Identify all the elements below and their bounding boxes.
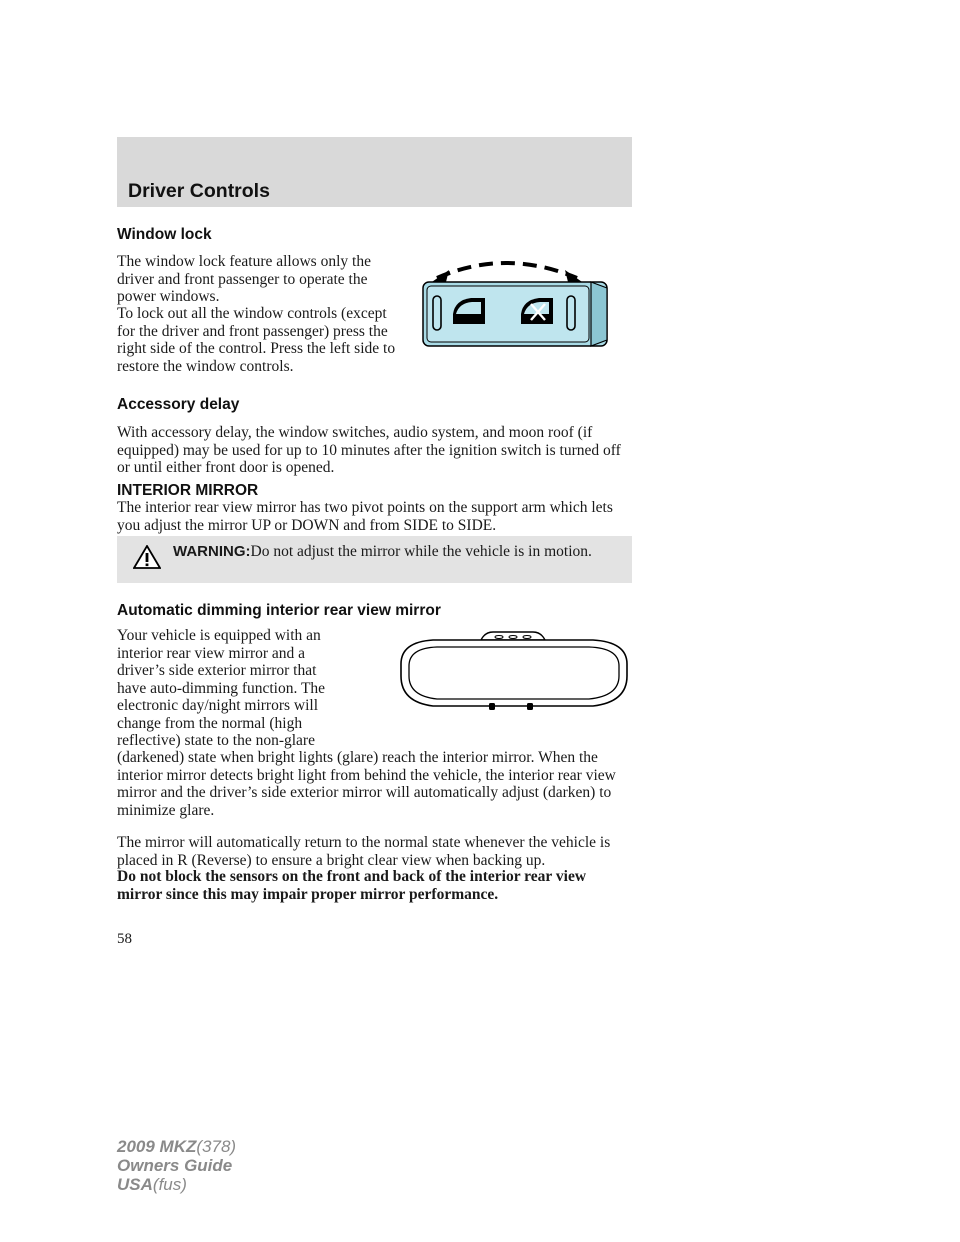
auto-dimming-line: Your vehicle is equipped with an [117,627,321,644]
footer-region: USA [117,1175,153,1194]
window-lock-para-2: To lock out all the window controls (except for the driver and front passenger) press the right side of the control. Press the left side to restore the window controls. [117,305,396,375]
heading-auto-dimming: Automatic dimming interior rear view mirror [117,602,441,619]
footer-guide: Owners Guide [117,1156,233,1175]
double-arrow-icon [437,263,577,278]
heading-accessory-delay: Accessory delay [117,396,240,413]
warning-text: Do not adjust the mirror while the vehicle is in motion. [250,543,592,560]
accessory-delay-para: With accessory delay, the window switches, audio system, and moon roof (if equipped) may be used for up to 10 minutes after the ignition switch is turned off or until either front door is opened. [117,424,621,476]
auto-dimming-line: have auto-dimming function. The [117,679,326,697]
warning-triangle-icon [133,545,161,569]
window-lock-switch-illustration [415,256,615,352]
mirror-button [527,703,533,710]
auto-dimming-line: driver’s side exterior mirror that [117,662,317,679]
page-number: 58 [117,931,132,947]
footer-region-code: (fus) [152,1175,187,1194]
auto-dimming-para-2: The mirror will automatically return to the normal state whenever the vehicle is placed in R (Reverse) to ensure a bright clear view when backing up. [117,834,611,869]
right-end-slot [567,296,575,330]
mirror-button [489,703,495,710]
auto-dimming-line: interior rear view mirror and a [117,644,306,662]
section-title: Driver Controls [128,180,270,202]
auto-dimming-caution: Do not block the sensors on the front and back of the interior rear view mirror since this may impair proper mirror performance. [117,868,587,903]
footer-model: 2009 MKZ [117,1137,197,1156]
auto-dimming-line: reflective) state to the non-glare [117,732,315,749]
warning-message [173,543,593,561]
heading-interior-mirror: INTERIOR MIRROR [117,482,259,499]
left-end-slot [433,296,441,330]
warning-label: WARNING: [173,543,251,560]
mirror-glass [409,647,619,699]
window-lock-para-1: The window lock feature allows only the driver and front passenger to operate the power windows. [117,253,371,305]
rear-view-mirror-illustration [393,628,633,720]
auto-dimming-para-1-rest: (darkened) state when bright lights (glare) reach the interior mirror. When the interior mirror detects bright light from behind the vehicle, the interior rear view mirror and the driver’s side exterior mirror will automatically adjust (darken) to minimize glare. [117,749,616,819]
auto-dimming-para-1-wrapped [117,627,407,750]
heading-window-lock: Window lock [117,226,212,243]
footer-doc-id [117,1137,236,1194]
auto-dimming-line: change from the normal (high [117,714,303,732]
footer-model-code: (378) [196,1137,237,1156]
auto-dimming-line: electronic day/night mirrors will [117,697,319,714]
interior-mirror-para: The interior rear view mirror has two pivot points on the support arm which lets you adjust the mirror UP or DOWN and from SIDE to SIDE. [117,499,613,534]
